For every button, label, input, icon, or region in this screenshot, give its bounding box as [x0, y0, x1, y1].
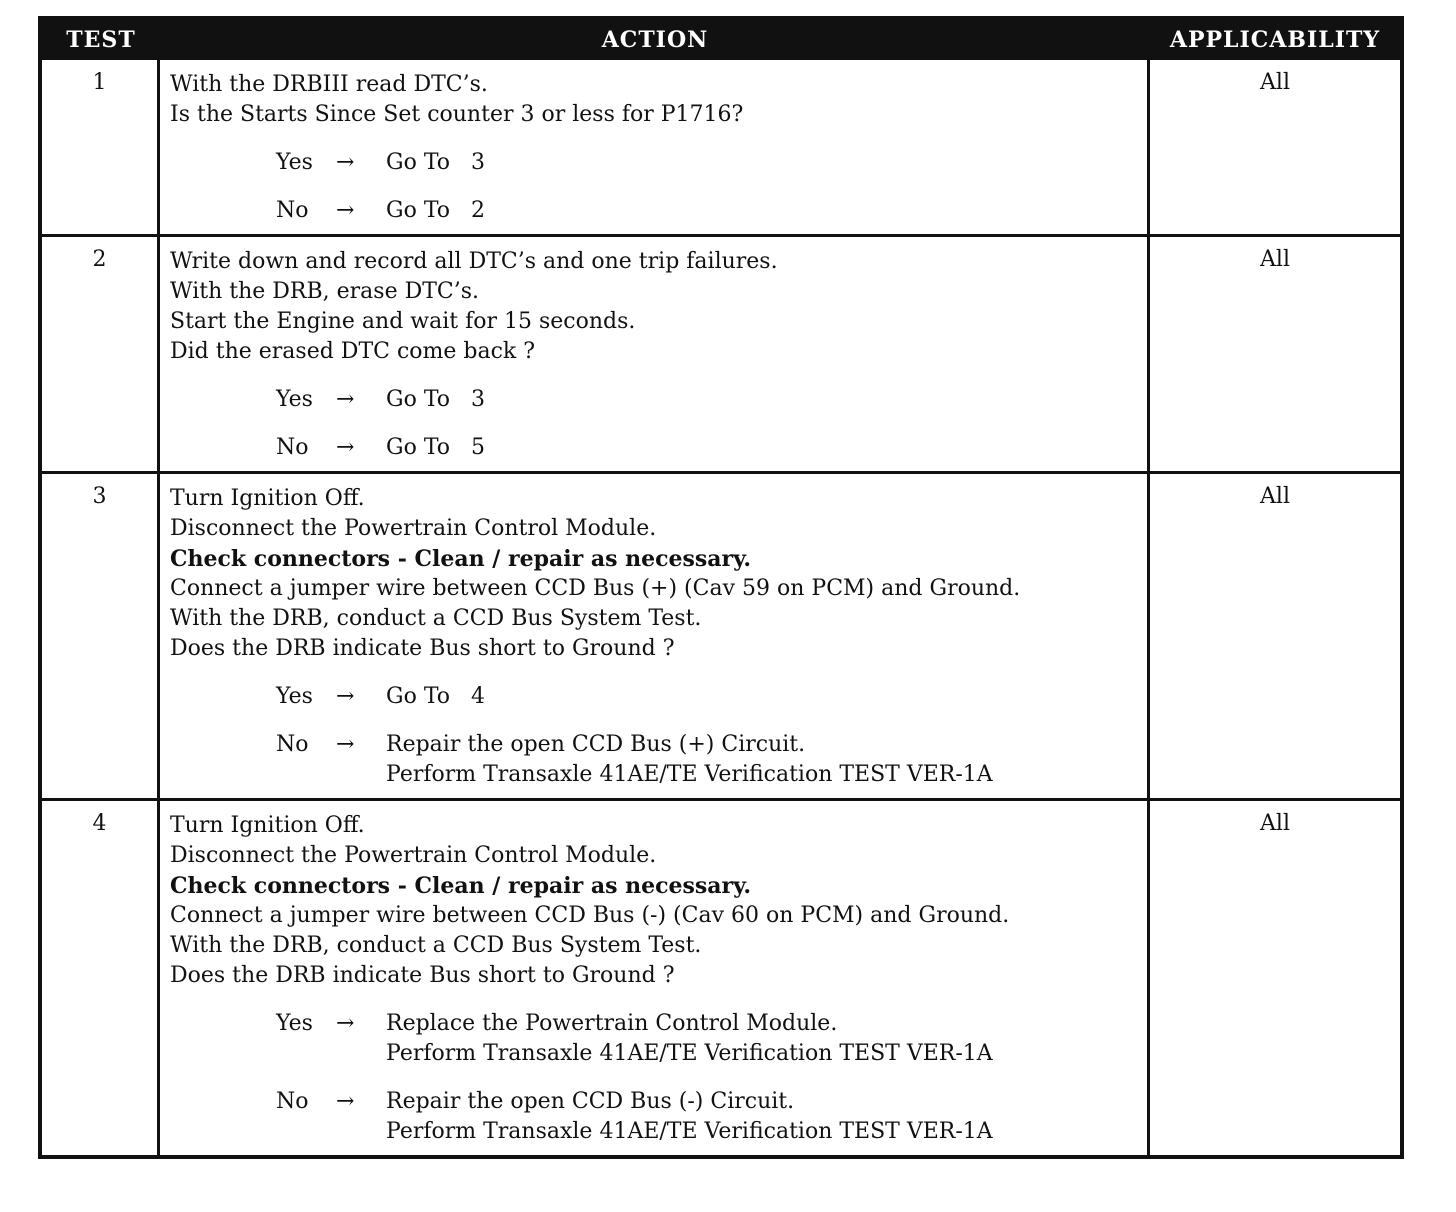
- arrow-right-icon: →: [336, 1011, 355, 1036]
- action-cell: [160, 801, 1150, 1155]
- action-line: Disconnect the Powertrain Control Module.: [170, 843, 657, 868]
- table-row: [42, 798, 1400, 1155]
- action-line: With the DRB, conduct a CCD Bus System Test.: [170, 606, 702, 631]
- action-line: Connect a jumper wire between CCD Bus (-) (Cav 60 on PCM) and Ground.: [170, 903, 1010, 928]
- action-line: Did the erased DTC come back ?: [170, 339, 536, 364]
- header-applicability: APPLICABILITY: [1169, 27, 1381, 53]
- branch-result: [386, 148, 1139, 178]
- action-line: With the DRB, erase DTC’s.: [170, 279, 480, 304]
- diagnostic-test-table: [38, 16, 1404, 1159]
- arrow-right-icon: →: [336, 1089, 355, 1114]
- applicability-cell: All: [1260, 811, 1290, 836]
- branch-yes: [170, 385, 1139, 415]
- branch-result-line: Go To 5: [386, 435, 485, 460]
- table-body: [42, 60, 1400, 1155]
- branch-result-line: Perform Transaxle 41AE/TE Verification TEST VER-1A: [386, 1119, 993, 1144]
- action-line: Start the Engine and wait for 15 seconds.: [170, 309, 636, 334]
- table-row: [42, 471, 1400, 798]
- branch-result: [386, 433, 1139, 463]
- branch-label: No: [276, 1089, 309, 1114]
- table-row: [42, 234, 1400, 471]
- branch-result: [386, 730, 1139, 790]
- branch-list: [170, 1009, 1139, 1147]
- branch-no: [170, 730, 1139, 790]
- action-line: Disconnect the Powertrain Control Module.: [170, 516, 657, 541]
- branch-no: [170, 1087, 1139, 1147]
- branch-label: Yes: [276, 387, 313, 412]
- branch-label: No: [276, 435, 309, 460]
- branch-result: [386, 1087, 1139, 1147]
- test-number: 1: [42, 60, 160, 234]
- branch-result: [386, 196, 1139, 226]
- arrow-right-icon: →: [336, 198, 355, 223]
- action-line: Write down and record all DTC’s and one trip failures.: [170, 249, 778, 274]
- branch-result-line: Go To 3: [386, 150, 485, 175]
- branch-label: Yes: [276, 150, 313, 175]
- arrow-right-icon: →: [336, 732, 355, 757]
- branch-label: Yes: [276, 684, 313, 709]
- action-cell: [160, 474, 1150, 798]
- test-number: 4: [42, 801, 160, 1155]
- applicability-cell: All: [1260, 484, 1290, 509]
- action-warning-line: Check connectors - Clean / repair as necessary.: [170, 873, 752, 899]
- action-cell: [160, 237, 1150, 471]
- arrow-right-icon: →: [336, 387, 355, 412]
- arrow-right-icon: →: [336, 684, 355, 709]
- action-cell: [160, 60, 1150, 234]
- action-line: Turn Ignition Off.: [170, 813, 365, 838]
- branch-list: [170, 385, 1139, 463]
- applicability-cell: All: [1260, 247, 1290, 272]
- header-action: ACTION: [601, 27, 709, 53]
- action-warning-line: Check connectors - Clean / repair as necessary.: [170, 546, 752, 572]
- branch-result: [386, 385, 1139, 415]
- arrow-right-icon: →: [336, 435, 355, 460]
- action-line: Does the DRB indicate Bus short to Ground ?: [170, 963, 675, 988]
- branch-result-line: Go To 2: [386, 198, 485, 223]
- branch-result-line: Repair the open CCD Bus (-) Circuit.: [386, 1089, 795, 1114]
- branch-result-line: Go To 3: [386, 387, 485, 412]
- test-number: 3: [42, 474, 160, 798]
- table-header: [42, 20, 1400, 60]
- test-number: 2: [42, 237, 160, 471]
- action-line: With the DRBIII read DTC’s.: [170, 72, 488, 97]
- branch-result-line: Repair the open CCD Bus (+) Circuit.: [386, 732, 806, 757]
- branch-result: [386, 1009, 1139, 1069]
- branch-result-line: Perform Transaxle 41AE/TE Verification TEST VER-1A: [386, 1041, 993, 1066]
- branch-label: No: [276, 198, 309, 223]
- branch-label: No: [276, 732, 309, 757]
- applicability-cell: All: [1260, 70, 1290, 95]
- branch-no: [170, 196, 1139, 226]
- branch-list: [170, 148, 1139, 226]
- branch-no: [170, 433, 1139, 463]
- table-row: [42, 60, 1400, 234]
- branch-result-line: Replace the Powertrain Control Module.: [386, 1011, 838, 1036]
- header-test: TEST: [66, 27, 136, 53]
- branch-result: [386, 682, 1139, 712]
- action-line: With the DRB, conduct a CCD Bus System Test.: [170, 933, 702, 958]
- branch-yes: [170, 148, 1139, 178]
- arrow-right-icon: →: [336, 150, 355, 175]
- action-line: Does the DRB indicate Bus short to Ground ?: [170, 636, 675, 661]
- action-line: Turn Ignition Off.: [170, 486, 365, 511]
- branch-list: [170, 682, 1139, 790]
- branch-yes: [170, 682, 1139, 712]
- branch-result-line: Go To 4: [386, 684, 485, 709]
- action-line: Is the Starts Since Set counter 3 or less for P1716?: [170, 102, 744, 127]
- branch-label: Yes: [276, 1011, 313, 1036]
- branch-yes: [170, 1009, 1139, 1069]
- branch-result-line: Perform Transaxle 41AE/TE Verification TEST VER-1A: [386, 762, 993, 787]
- action-line: Connect a jumper wire between CCD Bus (+) (Cav 59 on PCM) and Ground.: [170, 576, 1021, 601]
